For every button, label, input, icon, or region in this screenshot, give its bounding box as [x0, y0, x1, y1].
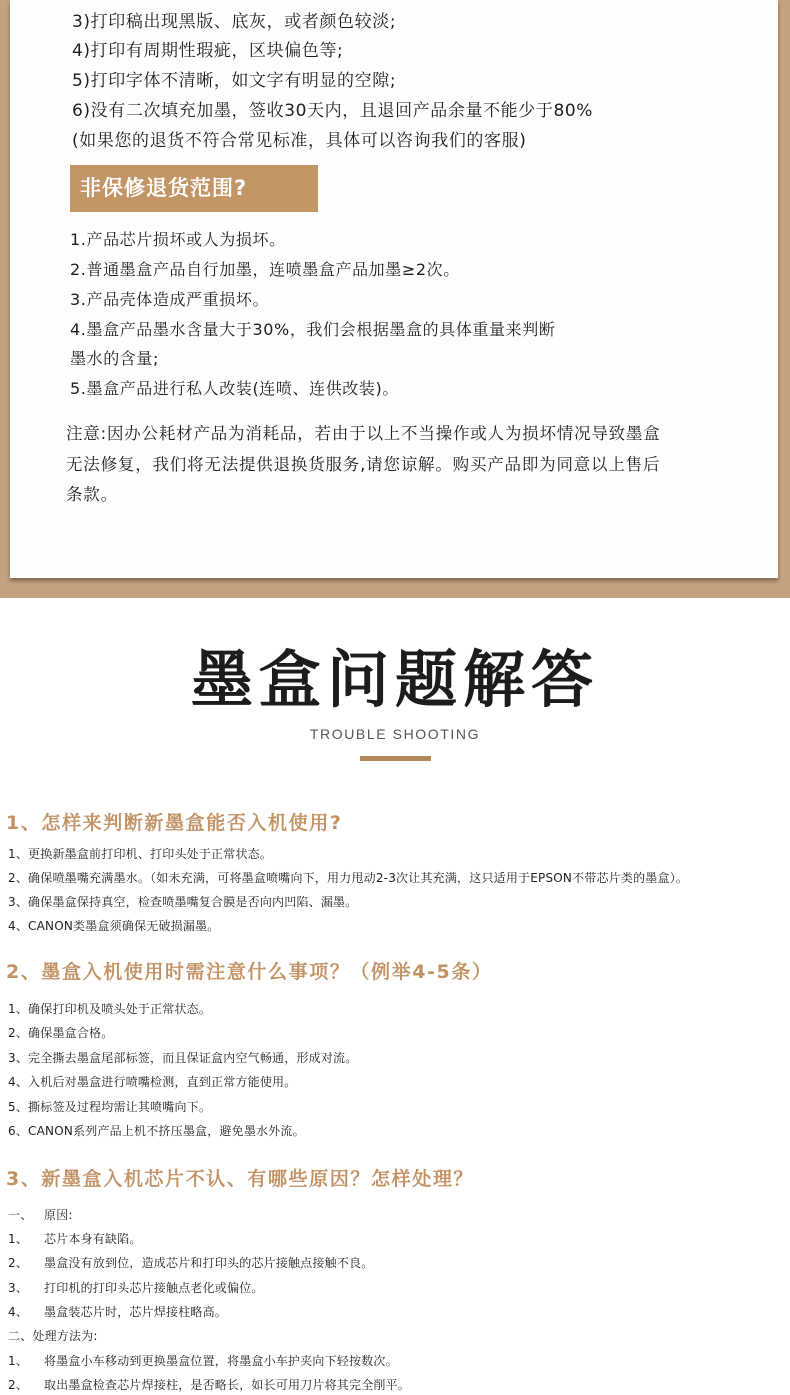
answer-item: 4、入机后对墨盒进行喷嘴检测，直到正常方能使用。: [8, 1075, 297, 1089]
question-title: 3、新墨盒入机芯片不认、有哪些原因？怎样处理？: [6, 1168, 475, 1190]
non-warranty-item: 2.普通墨盒产品自行加墨，连喷墨盒产品加墨≥2次。: [70, 260, 460, 279]
answer-item: 二、处理方法为:: [8, 1329, 98, 1343]
answer-item: 6、CANON系列产品上机不挤压墨盒，避免墨水外流。: [8, 1124, 305, 1138]
answer-item: 4、 墨盒装芯片时，芯片焊接柱略高。: [8, 1305, 228, 1319]
note-line: 无法修复，我们将无法提供退换货服务,请您谅解。购买产品即为同意以上售后: [66, 455, 661, 474]
answer-item: 2、确保墨盒合格。: [8, 1026, 114, 1040]
non-warranty-item: 5.墨盒产品进行私人改装(连喷、连供改装)。: [70, 379, 399, 398]
question-title: 1、怎样来判断新墨盒能否入机使用?: [6, 812, 343, 834]
question-title: 2、墨盒入机使用时需注意什么事项？（例举4-5条）: [6, 961, 493, 983]
warranty-item: (如果您的退货不符合常见标准，具体可以咨询我们的客服): [72, 131, 527, 151]
answer-item: 1、 芯片本身有缺陷。: [8, 1232, 142, 1246]
warranty-item: 6)没有二次填充加墨，签收30天内，且退回产品余量不能少于80%: [72, 101, 594, 121]
warranty-item: 3)打印稿出现黑版、底灰，或者颜色较淡;: [72, 12, 397, 32]
note-line: 条款。: [66, 485, 118, 504]
answer-item: 1、更换新墨盒前打印机、打印头处于正常状态。: [8, 847, 273, 861]
note-line: 注意:因办公耗材产品为消耗品，若由于以上不当操作或人为损坏情况导致墨盒: [66, 424, 661, 443]
page-subtitle: TROUBLE SHOOTING: [309, 726, 481, 742]
non-warranty-label: 非保修退货范围?: [70, 165, 318, 212]
warranty-item: 4)打印有周期性瑕疵，区块偏色等;: [72, 41, 344, 61]
non-warranty-item: 4.墨盒产品墨水含量大于30%，我们会根据墨盒的具体重量来判断: [70, 320, 556, 339]
answer-item: 4、CANON类墨盒须确保无破损漏墨。: [8, 919, 220, 933]
answer-item: 2、 墨盒没有放到位，造成芯片和打印头的芯片接触点接触不良。: [8, 1256, 374, 1270]
answer-item: 3、 打印机的打印头芯片接触点老化或偏位。: [8, 1281, 264, 1295]
warranty-item: 5)打印字体不清晰，如文字有明显的空隙;: [72, 71, 397, 91]
answer-item: 一、 原因:: [8, 1208, 73, 1222]
answer-item: 5、撕标签及过程均需让其喷嘴向下。: [8, 1100, 212, 1114]
non-warranty-item: 墨水的含量;: [70, 349, 159, 368]
answer-item: 2、 取出墨盒检查芯片焊接柱，是否略长，如长可用刀片将其完全削平。: [8, 1378, 411, 1392]
warranty-card: [10, 0, 778, 578]
non-warranty-item: 3.产品壳体造成严重损坏。: [70, 290, 270, 309]
answer-item: 2、确保喷墨嘴充满墨水。（如未充满，可将墨盒喷嘴向下，用力甩动2-3次让其充满，这只适用于EPSON不带芯片类的墨盒）。: [8, 871, 689, 885]
page-title: 墨盒问题解答: [190, 643, 599, 716]
answer-item: 3、确保墨盒保持真空，检查喷墨嘴复合膜是否向内凹陷、漏墨。: [8, 895, 358, 909]
answer-item: 1、 将墨盒小车移动到更换墨盒位置，将墨盒小车护夹向下轻按数次。: [8, 1354, 398, 1368]
non-warranty-item: 1.产品芯片损坏或人为损坏。: [70, 230, 286, 249]
answer-item: 1、确保打印机及喷头处于正常状态。: [8, 1002, 212, 1016]
title-divider: [360, 756, 431, 761]
answer-item: 3、完全撕去墨盒尾部标签，而且保证盒内空气畅通，形成对流。: [8, 1051, 358, 1065]
